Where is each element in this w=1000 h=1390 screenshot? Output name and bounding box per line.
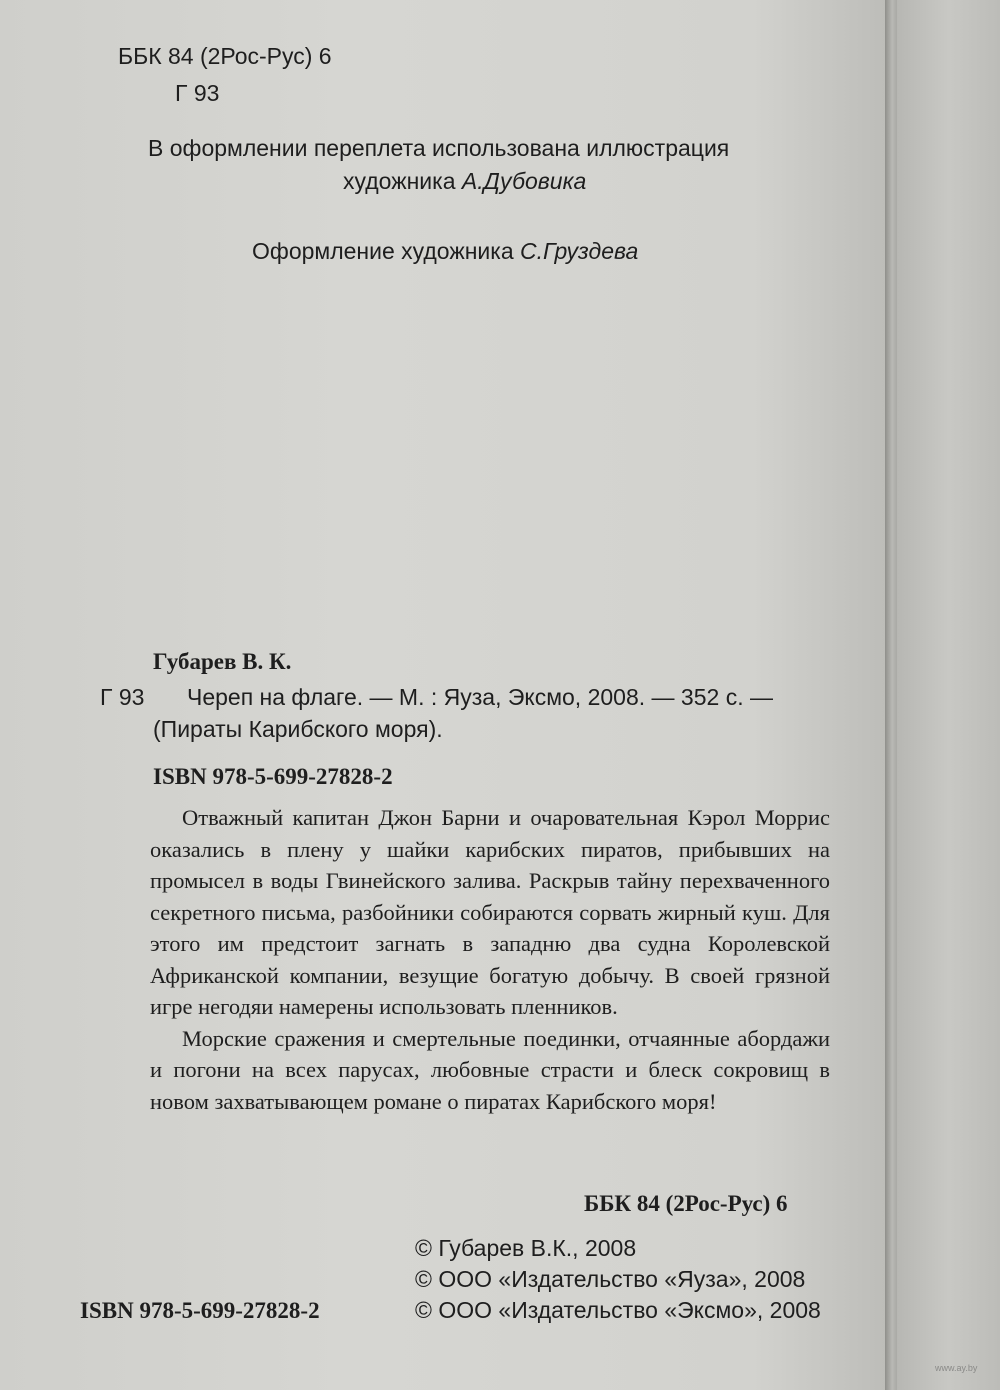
cover-illustration-credit: В оформлении переплета использована иллюстрация bbox=[148, 135, 730, 161]
watermark: www.ay.by bbox=[935, 1363, 978, 1373]
catalog-title-line: Череп на флаге. — М. : Яуза, Эксмо, 2008. — 352 с. — bbox=[187, 684, 773, 710]
designer-name: С.Груздева bbox=[520, 238, 639, 264]
illustrator-prefix: художника bbox=[343, 168, 462, 194]
annotation bbox=[150, 802, 830, 1117]
copyright-eksmo: © ООО «Издательство «Эксмо», 2008 bbox=[415, 1297, 821, 1323]
annotation-paragraph-1: Отважный капитан Джон Барни и очаровательная Кэрол Моррис оказались в плену у шайки карибских пиратов, прибывших на промысел в воды Гвинейского залива. Раскрыв тайну перехваченного секретного письма, разбойники собираются сорвать жирный куш. Для этого им предстоит загнать в западню два судна Королевской Африканской компании, везущие богатую добычу. В своей грязной игре негодяи намерены использовать пленников. bbox=[150, 805, 830, 1019]
author-mark: Г 93 bbox=[175, 80, 220, 106]
annotation-paragraph-2: Морские сражения и смертельные поединки, отчаянные абордажи и погони на всех парусах, любовные страсти и блеск сокровищ в новом захватывающем романе о пиратах Карибского моря! bbox=[150, 1025, 830, 1114]
bbk-code: ББК 84 (2Рос-Рус) 6 bbox=[118, 43, 332, 69]
copyright-yauza: © ООО «Издательство «Яуза», 2008 bbox=[415, 1266, 806, 1292]
designer-line bbox=[252, 240, 638, 263]
illustrator-line bbox=[343, 170, 586, 193]
book-spine bbox=[885, 0, 897, 1390]
illustrator-name: А.Дубовика bbox=[461, 168, 587, 194]
copyright-author: © Губарев В.К., 2008 bbox=[415, 1235, 637, 1261]
catalog-author-mark: Г 93 bbox=[100, 684, 145, 710]
catalog-isbn: ISBN 978-5-699-27828-2 bbox=[153, 764, 393, 789]
catalog-series: (Пираты Карибского моря). bbox=[153, 716, 443, 742]
footer-bbk-code: ББК 84 (2Рос-Рус) 6 bbox=[584, 1191, 788, 1216]
adjacent-page bbox=[897, 0, 1000, 1390]
designer-prefix: Оформление художника bbox=[252, 238, 521, 264]
catalog-author: Губарев В. К. bbox=[153, 649, 292, 674]
footer-isbn: ISBN 978-5-699-27828-2 bbox=[80, 1298, 320, 1323]
